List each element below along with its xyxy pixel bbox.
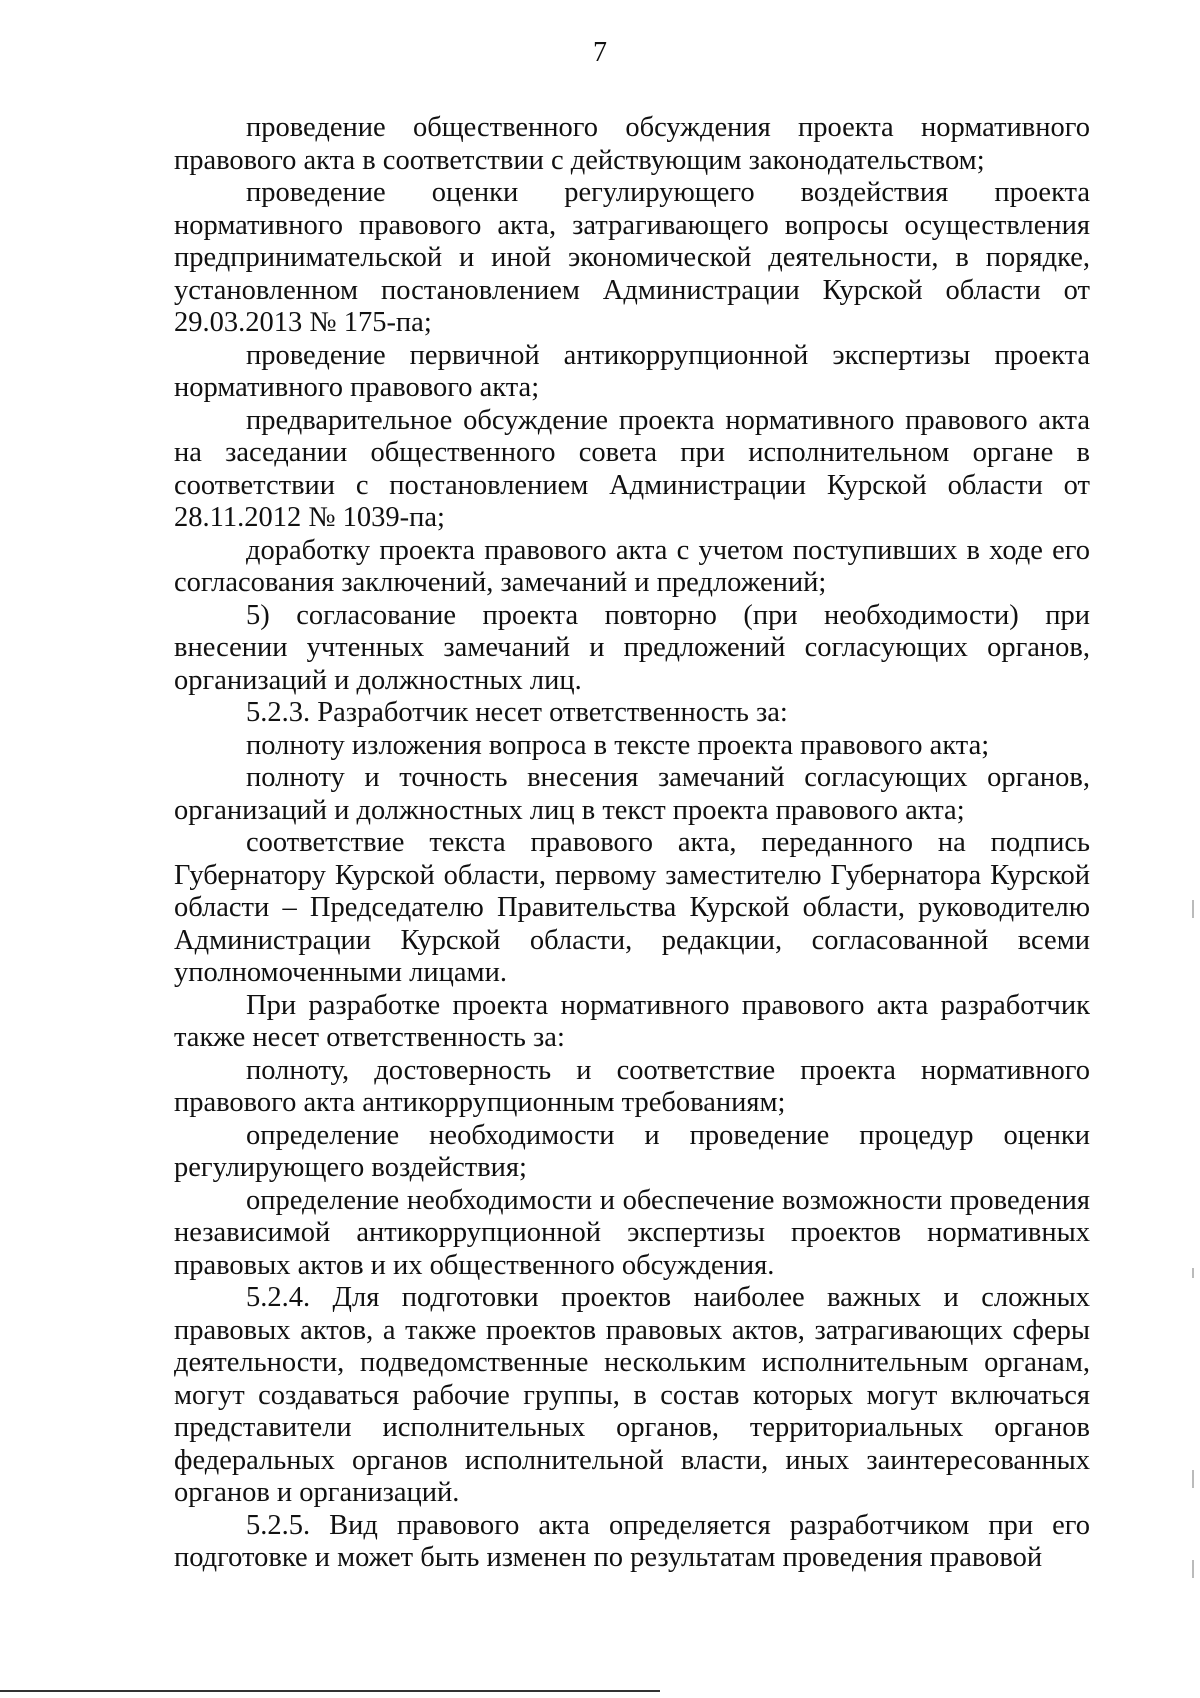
document-body — [174, 112, 1090, 1575]
paragraph-draft-revision: доработку проекта правового акта с учетом поступивших в ходе его согласования заключений, замечаний и предложений; — [174, 534, 1090, 598]
paragraph-impact-procedures: определение необходимости и проведение процедур оценки регулирующего воздействия; — [174, 1119, 1090, 1183]
paragraph-regulatory-impact-assessment: проведение оценки регулирующего воздействия проекта нормативного правового акта, затрагивающего вопросы осуществления предпринимательской и иной экономической деятельности, в порядке, установленном постановлением Администрации Курской области от 29.03.2013 № 175-па; — [174, 177, 1090, 338]
section-paragraph-5-2-4: 5.2.4. Для подготовки проектов наиболее важных и сложных правовых актов, а также проектов правовых актов, затрагивающих сферы деятельности, подведомственные нескольким исполнительным органам, могут создаваться рабочие группы, в состав которых могут включаться представители исполнительных органов, территориальных органов федеральных органов исполнительной власти, иных заинтересованных органов и организаций. — [174, 1282, 1090, 1508]
paragraph-independent-expertise: определение необходимости и обеспечение возможности проведения независимой антикоррупционной экспертизы проектов нормативных правовых актов и их общественного обсуждения. — [174, 1184, 1090, 1281]
scan-edge-mark — [1192, 1268, 1194, 1278]
section-paragraph-5-2-5: 5.2.5. Вид правового акта определяется разработчиком при его подготовке и может быть изменен по результатам проведения правовой — [174, 1509, 1090, 1573]
page-number: 7 — [593, 37, 607, 68]
paragraph-public-discussion: проведение общественного обсуждения проекта нормативного правового акта в соответствии с действующим законодательством; — [174, 112, 1090, 176]
scan-edge-mark — [1192, 900, 1194, 918]
scan-edge-mark — [1192, 1470, 1194, 1488]
bottom-scan-line — [0, 1690, 660, 1692]
paragraph-completeness: полноту изложения вопроса в тексте проекта правового акта; — [246, 729, 990, 761]
section-heading-5-2-3: 5.2.3. Разработчик несет ответственность за: — [246, 697, 788, 728]
paragraph-repeat-approval: 5) согласование проекта повторно (при необходимости) при внесении учтенных замечаний и предложений согласующих органов, организаций и должностных лиц. — [174, 599, 1090, 696]
scan-edge-mark — [1192, 1560, 1194, 1578]
paragraph-anticorruption-expertise: проведение первичной антикоррупционной экспертизы проекта нормативного правового акта; — [174, 339, 1090, 403]
paragraph-accuracy-of-remarks: полноту и точность внесения замечаний согласующих органов, организаций и должностных лиц в текст проекта правового акта; — [174, 762, 1090, 826]
paragraph-anticorruption-requirements: полноту, достоверность и соответствие проекта нормативного правового акта антикоррупционным требованиям; — [174, 1054, 1090, 1118]
paragraph-public-council-discussion: предварительное обсуждение проекта нормативного правового акта на заседании общественного совета при исполнительном органе в соответствии с постановлением Администрации Курской области от 28.11.2012 № 1039-па; — [174, 404, 1090, 533]
paragraph-normative-act-responsibility: При разработке проекта нормативного правового акта разработчик также несет ответственность за: — [174, 989, 1090, 1053]
paragraph-text-conformity: соответствие текста правового акта, переданного на подпись Губернатору Курской области, первому заместителю Губернатора Курской области – Председателю Правительства Курской области, руководителю Администрации Курской области, редакции, согласованной всеми уполномоченными лицами. — [174, 827, 1090, 988]
